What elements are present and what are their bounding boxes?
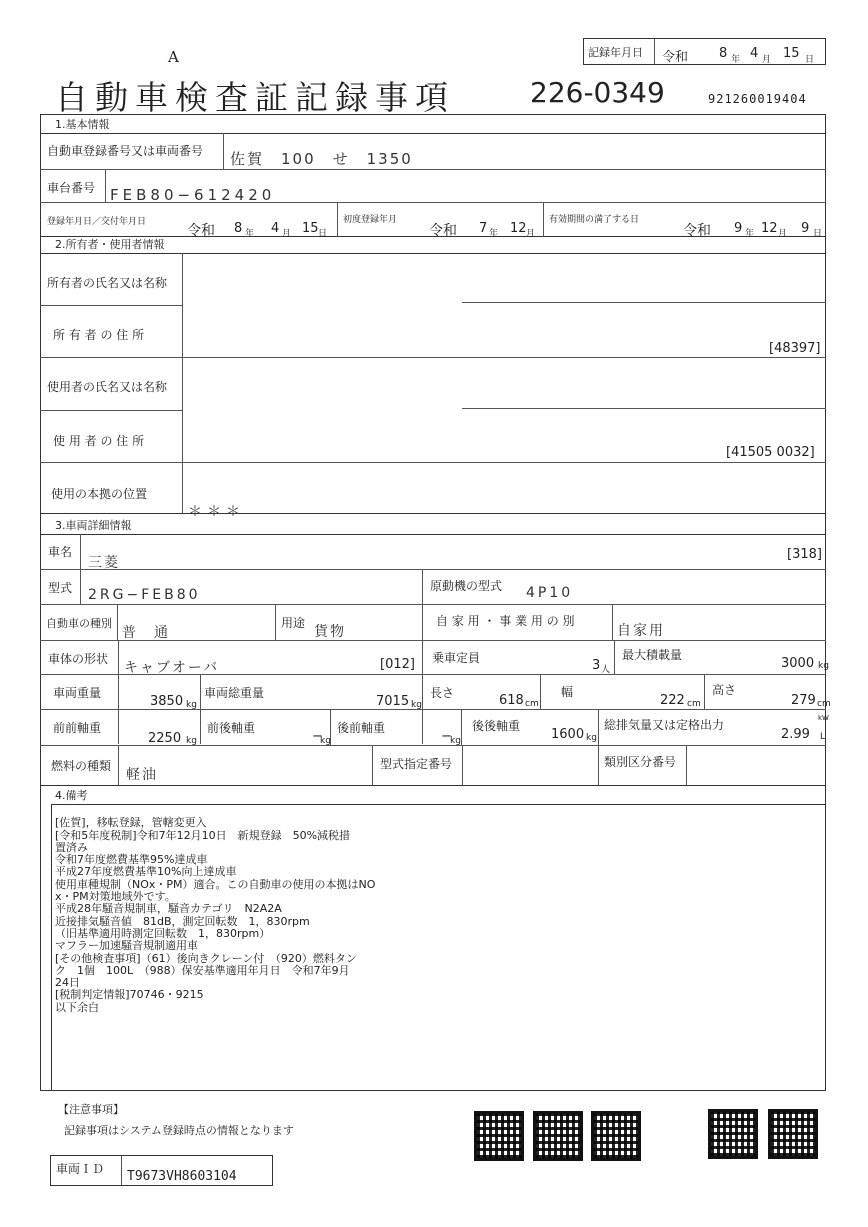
remarks-text	[55, 805, 375, 1026]
remarks-line: [その他検査事項]（61）後向きクレーン付 （920）燃料タン	[55, 951, 357, 965]
body-code: [012]	[380, 657, 415, 672]
section1-header: 1.基本情報	[55, 118, 110, 131]
reg-date-label: 登録年月日／交付年月日	[47, 217, 147, 227]
remarks-line: マフラー加速騒音規制適用車	[55, 939, 198, 953]
engine-label: 原動機の型式	[430, 579, 503, 593]
remarks-line: ク 1個 100L （988）保安基準適用年月日 令和7年9月	[55, 963, 350, 977]
plate-label: 自動車登録番号又は車両番号	[47, 144, 204, 158]
record-date-label: 記録年月日	[588, 46, 643, 59]
remarks-line: 令和7年度燃費基準95%達成車	[55, 853, 208, 867]
fuel-value: 軽油	[126, 767, 158, 783]
qr-code-icon	[768, 1109, 818, 1159]
notice-text: 記録事項はシステム登録時点の情報となります	[64, 1124, 294, 1137]
section4-header: 4.備考	[55, 789, 88, 802]
record-date-month: 4	[750, 46, 759, 61]
vehicle-id-label: 車両ＩＤ	[56, 1162, 105, 1176]
use-value: 貨物	[314, 624, 346, 640]
fuel-label: 燃料の種類	[51, 759, 112, 773]
designation-label: 型式指定番号	[380, 757, 453, 771]
private-label: 自 家 用 ・ 事 業 用 の 別	[436, 614, 575, 628]
displacement-value: 2.99	[781, 727, 810, 742]
fr-axle-value: −	[312, 729, 323, 744]
gross-weight-value: 7015	[376, 694, 410, 709]
registration-code: 226-0349	[530, 76, 665, 109]
body-value: キャブオーバ	[124, 660, 220, 676]
record-date-day: 15	[783, 46, 800, 61]
remarks-line: 24日	[55, 976, 80, 990]
remarks-line: （旧基準適用時測定回転数 1，830rpm）	[55, 926, 271, 940]
remarks-line: 使用車種規制（NOx・PM）適合。この自動車の使用の本拠はNO	[55, 877, 376, 891]
plate-value: 佐賀 100 せ 1350	[230, 150, 413, 168]
weight-label: 車両重量	[53, 686, 102, 700]
vehicle-name-value: 三菱	[88, 555, 120, 571]
remarks-line: [税制判定情報]70746・9215	[55, 988, 204, 1002]
section2-header: 2.所有者・使用者情報	[55, 238, 165, 251]
weight-value: 3850	[150, 694, 184, 709]
section3-header: 3.車両詳細情報	[55, 519, 132, 532]
rf-axle-label: 後前軸重	[337, 721, 386, 735]
category-label: 類別区分番号	[604, 755, 677, 769]
body-label: 車体の形状	[48, 652, 109, 666]
remarks-line: 平成28年騒音規制車，騒音カテゴリ N2A2A	[55, 902, 282, 916]
qr-code-icon	[474, 1111, 524, 1161]
vehicle-name-label: 車名	[48, 545, 73, 559]
remarks-line: [令和5年度税制]令和7年12月10日 新規登録 50%減税措	[55, 828, 351, 842]
kind-value: 普 通	[122, 625, 170, 641]
model-label: 型式	[48, 581, 73, 595]
height-label: 高さ	[712, 683, 737, 697]
expiry-label: 有効期間の満了する日	[549, 215, 640, 225]
remarks-line: 置済み	[55, 840, 88, 854]
document-title: 自動車検査証記録事項	[55, 78, 455, 117]
record-date-year: 8	[719, 46, 728, 61]
length-label: 長さ	[430, 686, 455, 700]
rf-axle-value: −	[441, 729, 452, 744]
private-value: 自家用	[617, 623, 665, 639]
chassis-label: 車台番号	[47, 181, 96, 195]
record-date-box: 記録年月日 令和 8 年 4 月 15 日	[583, 38, 826, 65]
corner-letter: A	[168, 48, 179, 66]
remarks-line: 平成27年度燃費基準10%向上達成車	[55, 865, 237, 879]
chassis-value: FEB80−612420	[110, 186, 276, 204]
vehicle-id-value: T9673VH8603104	[127, 1169, 237, 1184]
use-label: 用途	[281, 616, 306, 630]
gross-weight-label: 車両総重量	[204, 686, 265, 700]
displacement-label: 総排気量又は定格出力	[604, 718, 725, 732]
width-label: 幅	[561, 685, 574, 699]
kind-label: 自動車の種別	[46, 617, 112, 630]
first-reg-label: 初度登録年月	[343, 215, 398, 225]
width-value: 222	[660, 693, 685, 708]
max-load-value: 3000	[781, 656, 815, 671]
ff-axle-value: 2250	[148, 731, 182, 746]
max-load-label: 最大積載量	[622, 648, 683, 662]
owner-name-label: 所有者の氏名又は名称	[47, 276, 168, 290]
fr-axle-label: 前後軸重	[207, 721, 256, 735]
qr-code-icon	[591, 1111, 641, 1161]
engine-value: 4P10	[526, 585, 574, 601]
base-value: ＊＊＊	[188, 504, 245, 520]
ff-axle-label: 前前軸重	[53, 721, 102, 735]
length-value: 618	[499, 693, 524, 708]
remarks-line: [佐賀]，移転登録，管轄変更入	[55, 816, 207, 830]
owner-code: [48397]	[769, 341, 821, 356]
user-name-label: 使用者の氏名又は名称	[47, 380, 168, 394]
height-value: 279	[791, 693, 816, 708]
remarks-line: x・PM対策地域外です。	[55, 890, 176, 904]
rr-axle-label: 後後軸重	[472, 719, 521, 733]
rr-axle-value: 1600	[551, 727, 585, 742]
capacity-label: 乗車定員	[432, 651, 481, 665]
record-date-era: 令和	[662, 50, 689, 65]
base-label: 使用の本拠の位置	[51, 487, 148, 501]
notice-header: 【注意事項】	[58, 1103, 124, 1116]
serial-number: 921260019404	[708, 92, 807, 106]
vehicle-name-code: [318]	[787, 547, 822, 562]
qr-code-icon	[708, 1109, 758, 1159]
user-code: [41505 0032]	[726, 445, 815, 460]
remarks-line: 以下余白	[55, 1000, 99, 1014]
remarks-line: 近接排気騒音値 81dB，測定回転数 1，830rpm	[55, 914, 310, 928]
owner-address-label: 所 有 者 の 住 所	[53, 328, 145, 342]
qr-code-icon	[533, 1111, 583, 1161]
user-address-label: 使 用 者 の 住 所	[53, 434, 145, 448]
capacity-value: 3	[592, 658, 601, 673]
model-value: 2RG−FEB80	[88, 587, 201, 603]
